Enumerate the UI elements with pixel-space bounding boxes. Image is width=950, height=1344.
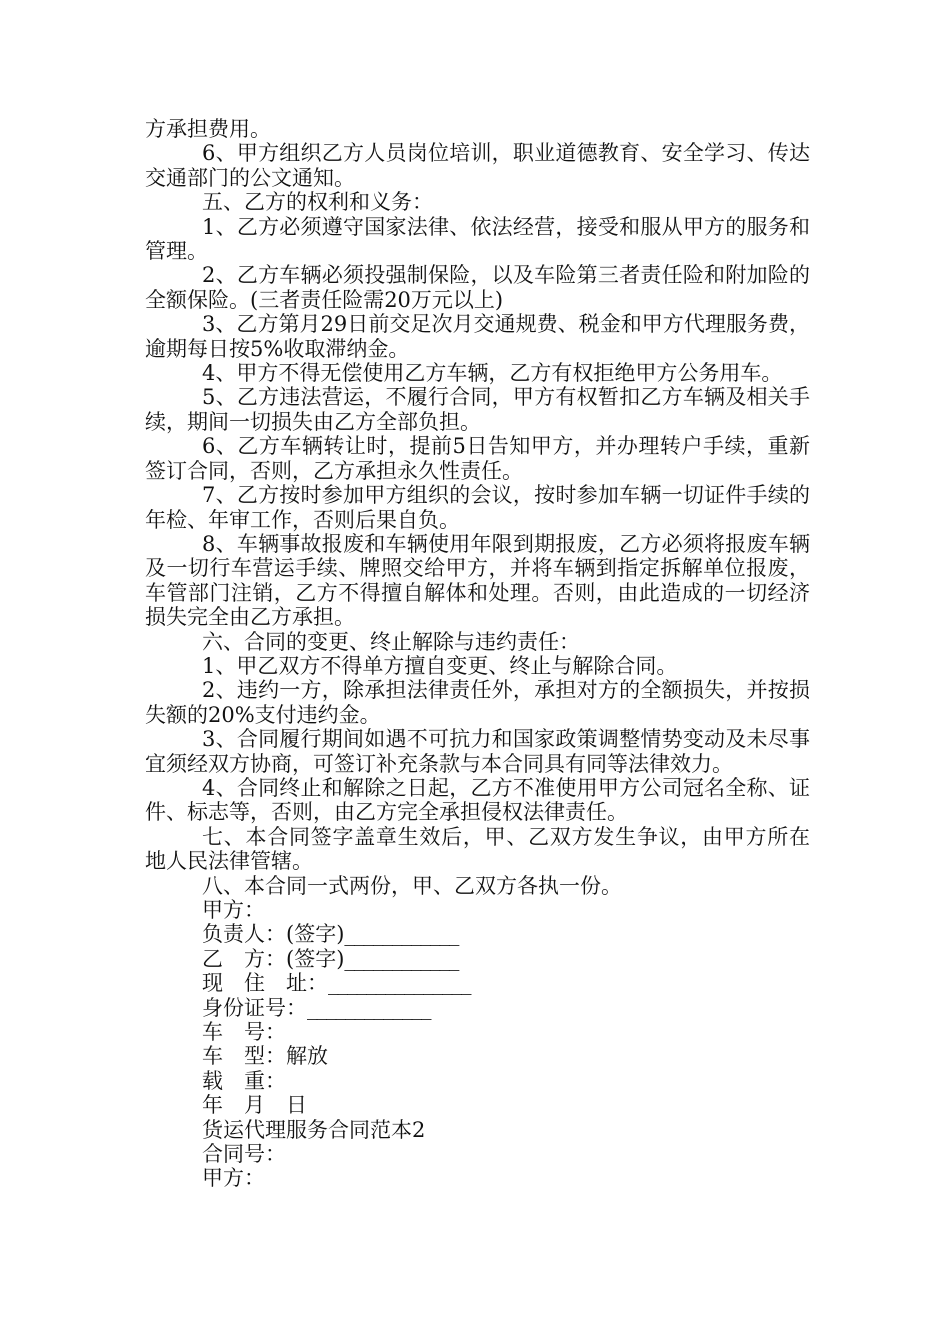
vehicle-number-field: 车 号： [202,1020,286,1045]
responsible-person-field: 负责人：(签字)____________ [202,922,459,947]
section-heading: 六、合同的变更、终止解除与违约责任： [202,629,580,654]
paragraph: 5、乙方违法营运，不履行合同，甲方有权暂扣乙方车辆及相关手续，期间一切损失由乙方全部负担。 [145,385,810,434]
paragraph: 2、违约一方，除承担法律责任外，承担对方的全额损失，并按损失额的20%支付违约金。 [145,678,810,727]
paragraph: 1、甲乙双方不得单方擅自变更、终止与解除合同。 [202,653,678,678]
paragraph: 6、乙方车辆转让时，提前5日告知甲方，并办理转户手续，重新签订合同，否则，乙方承担永久性责任。 [145,434,810,483]
paragraph: 方承担费用。 [145,117,271,141]
vehicle-model-field: 车 型：解放 [202,1044,328,1069]
section-heading: 七、本合同签字盖章生效后，甲、乙双方发生争议，由甲方所在地人民法律管辖。 [145,824,810,874]
contract-body [145,117,810,898]
signature-line: ____________ [344,922,459,947]
address-field: 现 住 址：_______________ [202,971,471,996]
paragraph: 3、合同履行期间如遇不可抗力和国家政策调整情势变动及未尽事宜须经双方协商，可签订补充条款与本合同具有同等法律效力。 [145,727,810,776]
paragraph: 1、乙方必须遵守国家法律、依法经营，接受和服从甲方的服务和管理。 [145,214,810,264]
party-a-label: 甲方： [202,898,265,922]
party-a-label: 甲方： [202,1166,265,1191]
blank-line: _____________ [307,995,431,1020]
paragraph: 4、甲方不得无偿使用乙方车辆，乙方有权拒绝甲方公务用车。 [202,361,783,386]
paragraph: 3、乙方第月29日前交足次月交通规费、税金和甲方代理服务费，逾期每日按5%收取滞纳金。 [145,312,810,361]
party-b-field: 乙 方：(签字)____________ [202,946,459,971]
paragraph: 6、甲方组织乙方人员岗位培训，职业道德教育、安全学习、传达交通部门的公文通知。 [145,141,810,190]
signature-line: ____________ [344,946,459,971]
signature-block [145,898,810,1191]
contract-number-field: 合同号： [202,1142,286,1167]
section-heading: 八、本合同一式两份，甲、乙双方各执一份。 [202,873,622,898]
paragraph: 2、乙方车辆必须投强制保险，以及车险第三者责任险和附加险的全额保险。(三者责任险需20万元以上) [145,263,810,312]
load-capacity-field: 载 重： [202,1068,286,1093]
paragraph: 7、乙方按时参加甲方组织的会议，按时参加车辆一切证件手续的年检、年审工作，否则后果自负。 [145,483,810,532]
paragraph: 4、合同终止和解除之日起，乙方不准使用甲方公司冠名全称、证件、标志等，否则，由乙方完全承担侵权法律责任。 [145,775,810,825]
id-number-field: 身份证号：_____________ [202,995,431,1020]
blank-line: _______________ [328,971,471,996]
paragraph: 8、车辆事故报废和车辆使用年限到期报废，乙方必须将报废车辆及一切行车营运手续、牌照交给甲方，并将车辆到指定拆解单位报废，车管部门注销，乙方不得擅自解体和处理。否则，由此造成的一切经济损失完全由乙方承担。 [145,531,810,630]
section-heading: 五、乙方的权利和义务： [202,190,433,215]
date-field: 年 月 日 [202,1093,307,1118]
next-contract-title: 货运代理服务合同范本2 [202,1117,426,1142]
